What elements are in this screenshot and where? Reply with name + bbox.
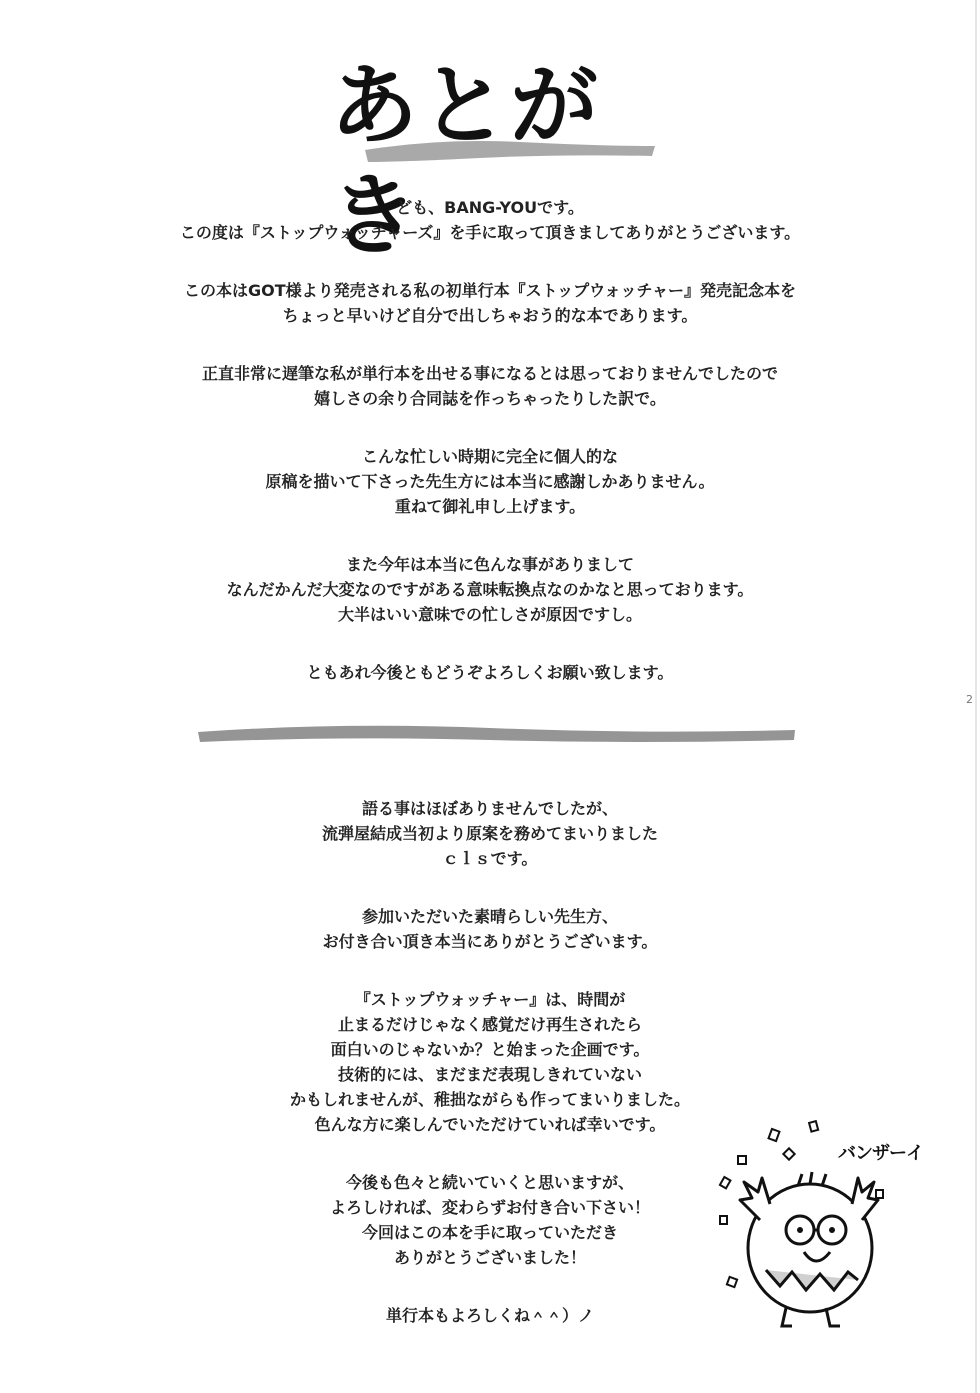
paragraph xyxy=(0,278,980,328)
mascot-label: バンザーイ xyxy=(838,1143,923,1164)
page-title: あとがき xyxy=(330,53,601,267)
text-line: 参加いただいた素晴らしい先生方、 xyxy=(361,907,618,926)
text-line: 語る事はほぼありませんでしたが、 xyxy=(361,799,618,818)
page-number: 2 xyxy=(966,693,973,706)
text-line: かもしれませんが、稚拙ながらも作ってまいりました。 xyxy=(289,1090,690,1109)
text-line: ありがとうございました！ xyxy=(393,1248,586,1267)
text-line: 止まるだけじゃなく感覚だけ再生されたら xyxy=(337,1015,642,1034)
text-line: 嬉しさの余り合同誌を作っちゃったりした訳で。 xyxy=(314,389,666,408)
text-line: お付き合い頂き本当にありがとうございます。 xyxy=(322,932,658,951)
page-edge-marks xyxy=(960,0,980,1393)
text-line: ども、BANG-YOUです。 xyxy=(396,198,584,217)
text-line: 今回はこの本を手に取っていただき xyxy=(361,1223,618,1242)
text-line: 大半はいい意味での忙しさが原因ですし。 xyxy=(337,605,642,624)
paragraph xyxy=(0,796,980,871)
text-line: こんな忙しい時期に完全に個人的な xyxy=(361,447,618,466)
text-line: 正直非常に遅筆な私が単行本を出せる事になるとは思っておりませんでしたので xyxy=(201,364,778,383)
text-line: よろしければ、変わらずお付き合い下さい！ xyxy=(329,1198,650,1217)
text-line: なんだかんだ大変なのですがある意味転換点なのかなと思っております。 xyxy=(226,580,754,599)
text-line: ちょっと早いけど自分で出しちゃおう的な本であります。 xyxy=(282,306,698,325)
text-line: 面白いのじゃないか？と始まった企画です。 xyxy=(330,1040,650,1059)
text-line: 今後も色々と続いていくと思いますが、 xyxy=(345,1173,634,1192)
text-line: この本はGOT様より発売される私の初単行本『ストップウォッチャー』発売記念本を xyxy=(183,281,797,300)
text-line: この度は『ストップウォッチャーズ』を手に取って頂きましてありがとうございます。 xyxy=(179,223,801,242)
text-line: また今年は本当に色んな事がありまして xyxy=(345,555,634,574)
brush-divider xyxy=(190,718,800,758)
paragraph xyxy=(0,361,980,411)
text-line: 『ストップウォッチャー』は、時間が xyxy=(354,990,626,1009)
text-line: 単行本もよろしくね＾＾）ノ xyxy=(385,1306,594,1325)
text-line: 技術的には、まだまだ表現しきれていない xyxy=(337,1065,642,1084)
paragraph xyxy=(0,904,980,954)
paragraph xyxy=(0,195,980,245)
paragraph xyxy=(0,552,980,627)
text-line: 色んな方に楽しんでいただけていれば幸いです。 xyxy=(314,1115,666,1134)
paragraph xyxy=(0,444,980,519)
text-line: ｃｌｓです。 xyxy=(442,849,538,868)
paragraph xyxy=(0,660,980,685)
paragraph xyxy=(0,987,980,1137)
text-line: 原稿を描いて下さった先生方には本当に感謝しかありません。 xyxy=(265,472,715,491)
text-line: ともあれ今後ともどうぞよろしくお願い致します。 xyxy=(306,663,674,682)
text-line: 重ねて御礼申し上げます。 xyxy=(394,497,586,516)
text-line: 流弾屋結成当初より原案を務めてまいりました xyxy=(321,824,658,843)
